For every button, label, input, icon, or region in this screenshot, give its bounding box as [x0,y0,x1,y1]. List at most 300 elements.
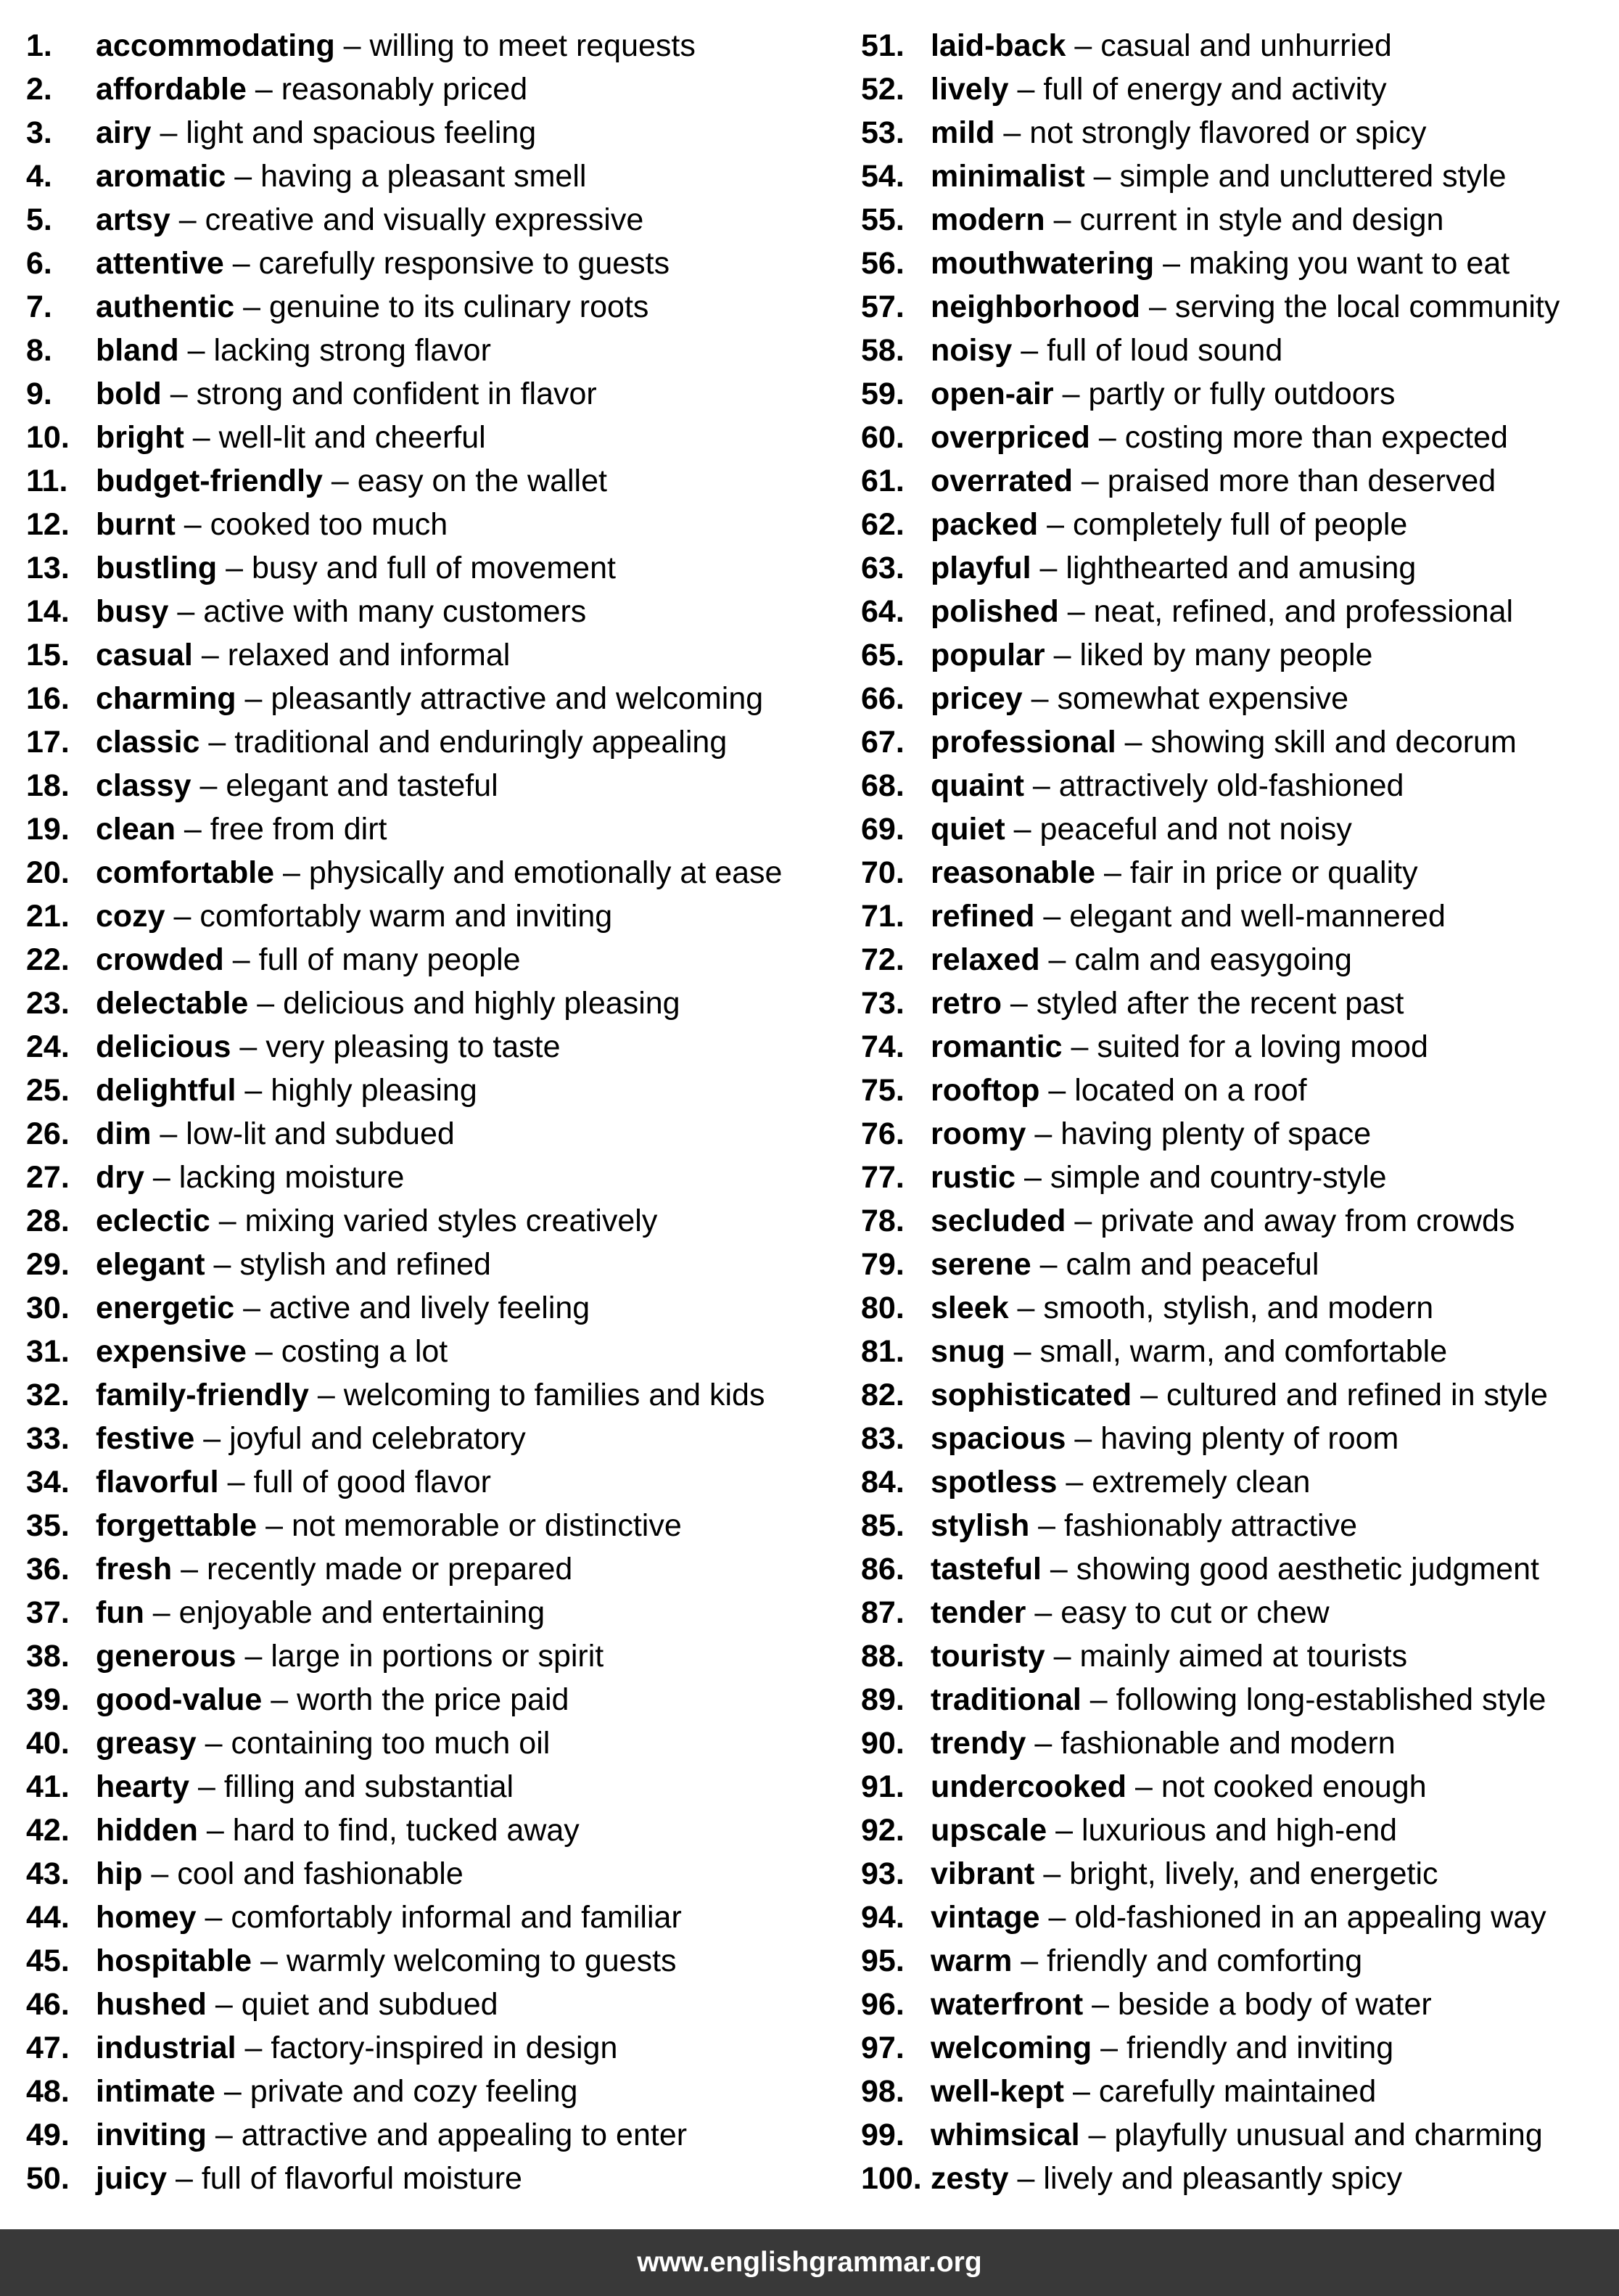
list-item [861,1983,1615,2026]
list-item [26,2113,824,2157]
item-definition: cool and fashionable [177,1856,464,1891]
item-separator: – [217,551,252,585]
item-definition: comfortably warm and inviting [199,899,613,934]
item-separator: – [1012,333,1047,368]
item-text [96,111,536,155]
item-separator: – [175,507,210,542]
item-separator: – [1095,855,1130,890]
item-definition: current in style and design [1079,202,1444,237]
item-text [96,1460,491,1504]
item-separator: – [170,202,205,237]
item-definition: comfortably informal and familiar [231,1900,682,1935]
item-separator: – [1084,159,1120,194]
item-number: 59. [861,377,905,411]
list-item [861,1721,1615,1765]
item-definition: calm and easygoing [1074,942,1352,977]
item-definition: lighthearted and amusing [1066,551,1417,585]
item-number: 6. [26,246,52,281]
item-separator: – [196,1900,231,1935]
item-text [96,1591,545,1634]
item-word: mouthwatering [931,246,1155,281]
item-text [931,24,1392,67]
item-separator: – [167,2161,202,2196]
list-item [861,2157,1615,2200]
list-item [26,1199,824,1243]
item-word: quiet [931,812,1005,847]
item-number: 2. [26,72,52,107]
item-word: roomy [931,1116,1026,1151]
item-number: 31. [26,1334,70,1369]
item-word: rustic [931,1160,1016,1195]
item-separator: – [246,1334,281,1369]
item-number: 89. [861,1682,905,1717]
item-text [96,67,527,111]
item-text [96,2026,617,2070]
item-number: 36. [26,1552,70,1587]
item-definition: simple and uncluttered style [1119,159,1507,194]
item-separator: – [1083,1987,1119,2022]
list-item [861,1286,1615,1330]
item-text [931,503,1407,546]
item-text [96,590,586,633]
item-text [931,1069,1307,1112]
item-number: 37. [26,1595,70,1630]
item-number: 86. [861,1552,905,1587]
item-word: flavorful [96,1465,219,1499]
list-item [26,546,824,590]
item-text [96,851,782,894]
item-word: neighborhood [931,289,1140,324]
item-word: bright [96,420,184,455]
item-number: 44. [26,1900,70,1935]
item-text [931,894,1446,938]
item-word: hushed [96,1987,207,2022]
item-text [931,111,1427,155]
list-item [26,1286,824,1330]
item-separator: – [1016,1160,1050,1195]
list-item [26,1678,824,1721]
item-separator: – [1081,1682,1116,1717]
item-number: 82. [861,1378,905,1412]
item-text [96,2157,522,2200]
list-item [26,198,824,242]
item-text [931,1243,1319,1286]
item-text [931,764,1404,807]
list-item [26,2157,824,2200]
list-item [861,372,1615,416]
list-item [26,1547,824,1591]
item-text [96,2113,687,2157]
item-word: upscale [931,1813,1047,1848]
list-item [26,1809,824,1852]
item-text [96,1417,526,1460]
item-number: 1. [26,28,52,63]
item-text [931,2113,1543,2157]
item-definition: neat, refined, and professional [1093,594,1514,629]
item-separator: – [1005,812,1040,847]
item-number: 63. [861,551,905,585]
item-text [96,1634,603,1678]
item-text [96,285,648,329]
item-word: delectable [96,986,249,1021]
item-text [96,2070,577,2113]
item-number: 66. [861,681,905,716]
item-text [931,1809,1397,1852]
item-text [931,982,1404,1025]
item-text [931,590,1513,633]
item-text [931,1939,1362,1983]
item-definition: luxurious and high-end [1081,1813,1398,1848]
item-separator: – [197,1813,233,1848]
item-text [931,67,1387,111]
item-word: professional [931,725,1116,760]
item-word: reasonable [931,855,1096,890]
item-text [96,1373,765,1417]
list-item [861,807,1615,851]
item-text [931,677,1348,720]
item-word: modern [931,202,1045,237]
item-word: intimate [96,2074,215,2109]
list-item [861,1809,1615,1852]
item-text [96,764,498,807]
item-text [96,1896,682,1939]
item-number: 47. [26,2030,70,2065]
item-number: 71. [861,899,905,934]
item-word: charming [96,681,236,716]
item-definition: private and away from crowds [1100,1203,1515,1238]
item-text [96,459,607,503]
item-text [96,1547,572,1591]
item-definition: mainly aimed at tourists [1079,1639,1408,1674]
item-definition: having plenty of room [1100,1421,1399,1456]
item-separator: – [1066,1421,1101,1456]
item-word: undercooked [931,1769,1126,1804]
list-item [26,720,824,764]
item-word: authentic [96,289,235,324]
item-word: greasy [96,1726,197,1761]
item-word: serene [931,1247,1031,1282]
list-item [26,1591,824,1634]
item-separator: – [151,1116,186,1151]
list-item [861,590,1615,633]
item-word: tender [931,1595,1026,1630]
item-definition: private and cozy feeling [250,2074,578,2109]
item-word: noisy [931,333,1013,368]
item-text [931,459,1496,503]
item-text [96,938,521,982]
item-word: bland [96,333,179,368]
item-definition: small, warm, and comfortable [1039,1334,1448,1369]
list-item [861,894,1615,938]
item-separator: – [1066,28,1101,63]
item-text [931,546,1416,590]
item-text [96,546,616,590]
item-separator: – [236,1073,271,1108]
item-separator: – [192,638,228,672]
item-separator: – [1026,1116,1061,1151]
item-number: 38. [26,1639,70,1674]
item-definition: friendly and comforting [1047,1943,1363,1978]
list-item [26,1069,824,1112]
item-word: bustling [96,551,218,585]
item-text [96,198,643,242]
item-text [96,894,612,938]
item-separator: – [175,812,210,847]
item-word: comfortable [96,855,275,890]
item-definition: costing a lot [281,1334,448,1369]
list-item [26,1765,824,1809]
item-text [96,1156,404,1199]
item-separator: – [144,1160,179,1195]
item-text [96,633,510,677]
item-definition: simple and country-style [1050,1160,1387,1195]
item-number: 48. [26,2074,70,2109]
list-item [26,1896,824,1939]
list-item [26,851,824,894]
item-definition: busy and full of movement [252,551,616,585]
item-definition: serving the local community [1174,289,1560,324]
item-number: 50. [26,2161,70,2196]
item-separator: – [308,1378,344,1412]
item-word: overpriced [931,420,1090,455]
item-separator: – [1062,1029,1097,1064]
item-word: packed [931,507,1039,542]
item-definition: lively and pleasantly spicy [1043,2161,1403,2196]
item-definition: active and lively feeling [269,1291,590,1325]
item-number: 29. [26,1247,70,1282]
item-number: 87. [861,1595,905,1630]
list-item [26,1460,824,1504]
item-number: 9. [26,377,52,411]
item-number: 99. [861,2118,905,2152]
item-definition: physically and emotionally at ease [308,855,783,890]
item-number: 88. [861,1639,905,1674]
item-word: family-friendly [96,1378,309,1412]
item-separator: – [322,464,358,498]
item-word: spacious [931,1421,1066,1456]
item-separator: – [1045,202,1080,237]
item-definition: full of energy and activity [1043,72,1387,107]
item-separator: – [1031,551,1066,585]
item-word: stylish [931,1508,1030,1543]
item-text [931,1504,1357,1547]
item-word: waterfront [931,1987,1084,2022]
item-number: 10. [26,420,70,455]
item-separator: – [1140,289,1175,324]
list-item [26,807,824,851]
item-word: delicious [96,1029,231,1064]
item-separator: – [1066,1203,1101,1238]
item-text [931,1852,1438,1896]
item-number: 65. [861,638,905,672]
item-number: 19. [26,812,70,847]
item-definition: hard to find, tucked away [232,1813,580,1848]
list-item [861,2070,1615,2113]
item-word: warm [931,1943,1013,1978]
item-separator: – [1026,1726,1061,1761]
item-separator: – [1029,1508,1065,1543]
list-item [26,1330,824,1373]
item-word: refined [931,899,1035,934]
item-word: classy [96,768,191,803]
item-word: aromatic [96,159,226,194]
item-number: 34. [26,1465,70,1499]
item-separator: – [994,115,1030,150]
item-number: 12. [26,507,70,542]
item-definition: highly pleasing [271,1073,477,1108]
item-word: sophisticated [931,1378,1132,1412]
item-number: 33. [26,1421,70,1456]
item-number: 68. [861,768,905,803]
item-definition: filling and substantial [223,1769,514,1804]
item-definition: attractive and appealing to enter [241,2118,688,2152]
item-word: busy [96,594,169,629]
item-word: well-kept [931,2074,1064,2109]
list-item [26,329,824,372]
item-definition: willing to meet requests [369,28,696,63]
item-definition: containing too much oil [231,1726,551,1761]
item-text [96,807,387,851]
item-word: elegant [96,1247,205,1282]
item-definition: delicious and highly pleasing [283,986,680,1021]
list-item [26,111,824,155]
item-definition: carefully maintained [1098,2074,1377,2109]
item-definition: praised more than deserved [1107,464,1496,498]
item-text [96,1199,657,1243]
item-text [96,982,680,1025]
item-number: 42. [26,1813,70,1848]
item-separator: – [210,1203,245,1238]
list-item [26,372,824,416]
item-separator: – [206,2118,242,2152]
item-definition: fashionable and modern [1060,1726,1396,1761]
item-number: 39. [26,1682,70,1717]
item-definition: large in portions or spirit [271,1639,604,1674]
item-text [96,1939,677,1983]
item-word: secluded [931,1203,1066,1238]
item-number: 56. [861,246,905,281]
item-separator: – [1008,2161,1044,2196]
list-item [861,982,1615,1025]
item-text [931,2026,1393,2070]
item-number: 97. [861,2030,905,2065]
list-item [26,155,824,198]
item-separator: – [1053,377,1089,411]
item-number: 78. [861,1203,905,1238]
item-word: cozy [96,899,165,934]
list-item [861,1634,1615,1678]
list-item [861,1417,1615,1460]
list-item [861,1765,1615,1809]
item-separator: – [191,768,226,803]
list-item [861,503,1615,546]
list-item [861,1460,1615,1504]
item-text [931,1634,1407,1678]
item-number: 62. [861,507,905,542]
list-item [861,1112,1615,1156]
item-number: 72. [861,942,905,977]
item-definition: mixing varied styles creatively [244,1203,658,1238]
item-word: touristy [931,1639,1045,1674]
item-number: 21. [26,899,70,934]
list-item [861,1025,1615,1069]
item-number: 94. [861,1900,905,1935]
list-item [26,590,824,633]
list-item [861,546,1615,590]
item-word: airy [96,115,152,150]
list-item [861,67,1615,111]
item-separator: – [1012,1943,1047,1978]
item-separator: – [165,899,200,934]
item-text [96,372,597,416]
list-item [26,24,824,67]
item-word: eclectic [96,1203,210,1238]
item-definition: well-lit and cheerful [218,420,486,455]
list-item [26,1983,824,2026]
item-word: rooftop [931,1073,1040,1108]
item-number: 54. [861,159,905,194]
list-item [26,1373,824,1417]
list-item [861,851,1615,894]
item-word: relaxed [931,942,1040,977]
item-separator: – [1022,681,1058,716]
item-word: welcoming [931,2030,1092,2065]
item-separator: – [1039,942,1075,977]
item-number: 5. [26,202,52,237]
item-number: 100. [861,2161,922,2196]
item-definition: cultured and refined in style [1166,1378,1548,1412]
item-word: good-value [96,1682,263,1717]
footer-website[interactable]: www.englishgrammar.org [637,2247,982,2278]
item-text [931,1765,1427,1809]
item-number: 93. [861,1856,905,1891]
item-number: 23. [26,986,70,1021]
item-separator: – [205,1247,240,1282]
item-definition: low-lit and subdued [186,1116,455,1151]
item-number: 30. [26,1291,70,1325]
item-definition: easy to cut or chew [1060,1595,1330,1630]
item-word: laid-back [931,28,1066,63]
item-word: fun [96,1595,144,1630]
list-item [861,285,1615,329]
item-definition: not strongly flavored or spicy [1029,115,1427,150]
item-text [96,1983,498,2026]
item-number: 11. [26,464,68,498]
list-item [26,938,824,982]
item-word: festive [96,1421,195,1456]
list-item [861,1199,1615,1243]
item-text [96,1243,491,1286]
item-text [931,633,1372,677]
item-separator: – [184,420,219,455]
item-number: 76. [861,1116,905,1151]
item-separator: – [1041,1552,1076,1587]
item-word: hospitable [96,1943,252,1978]
item-number: 35. [26,1508,70,1543]
item-definition: playfully unusual and charming [1114,2118,1543,2152]
item-separator: – [236,2030,271,2065]
item-definition: suited for a loving mood [1097,1029,1428,1064]
item-word: spotless [931,1465,1058,1499]
item-word: open-air [931,377,1054,411]
item-definition: quiet and subdued [241,1987,498,2022]
item-text [931,2157,1402,2200]
list-item [861,329,1615,372]
item-separator: – [236,681,271,716]
item-number: 96. [861,1987,905,2022]
item-definition: welcoming to families and kids [343,1378,765,1412]
list-item [861,1852,1615,1896]
